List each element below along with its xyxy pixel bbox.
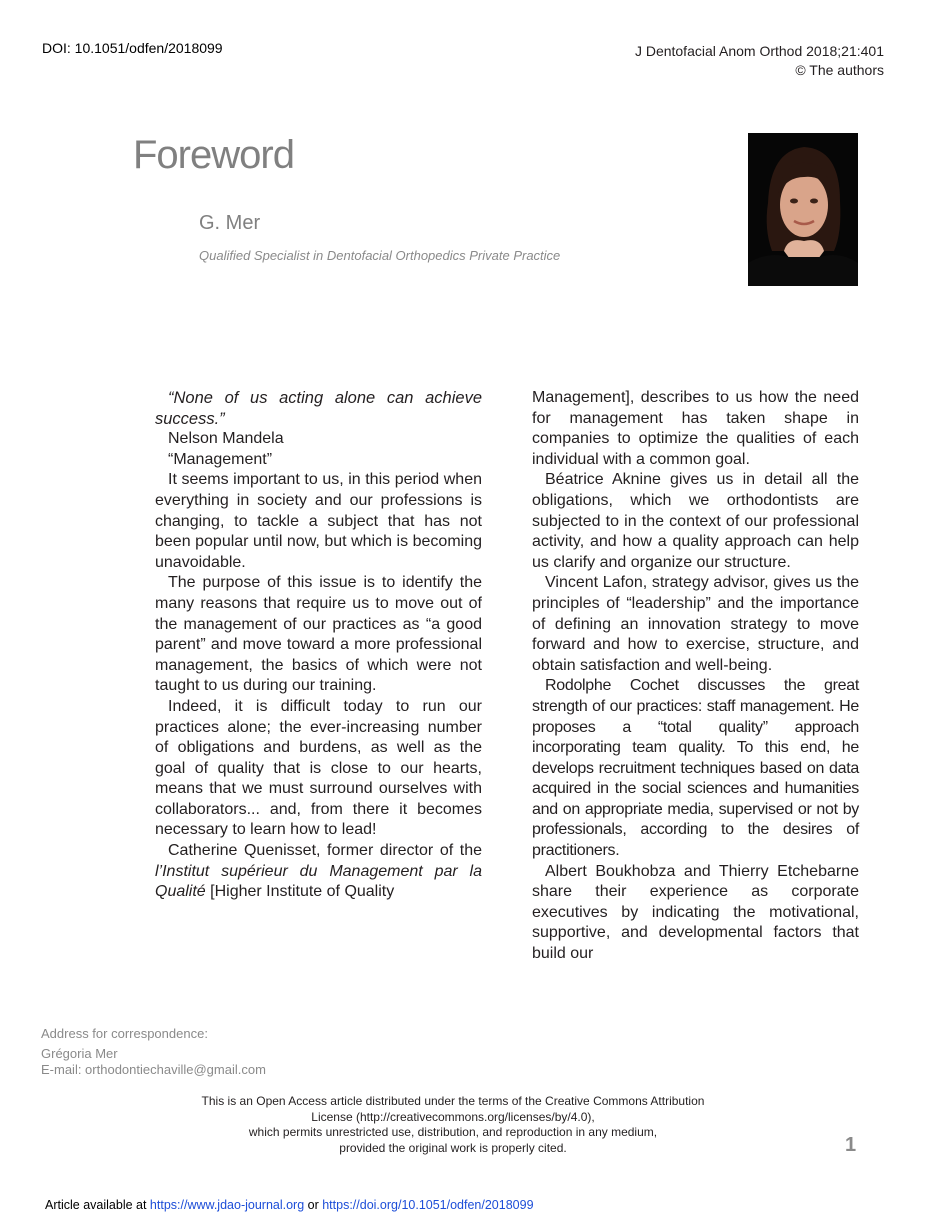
footer-prefix: Article available at bbox=[45, 1198, 150, 1212]
page-number: 1 bbox=[845, 1134, 857, 1156]
article-availability bbox=[45, 1198, 534, 1212]
doi-link[interactable]: https://doi.org/10.1051/odfen/2018099 bbox=[322, 1198, 534, 1212]
paragraph: Béatrice Aknine gives us in detail all the obligations, which we orthodontists are subjected to in the context of our professional activity, and how a quality approach can help us clarify and organize our structure. bbox=[532, 471, 859, 571]
correspondence-label: Address for correspondence: bbox=[41, 1026, 208, 1041]
footer-middle: or bbox=[304, 1198, 323, 1212]
journal-citation-line: J Dentofacial Anom Orthod 2018;21:401 bbox=[634, 43, 884, 59]
paragraph-text: Catherine Quenisset, former director of the bbox=[168, 842, 482, 860]
correspondence-email: E-mail: orthodontiechaville@gmail.com bbox=[41, 1062, 266, 1077]
paragraph bbox=[155, 841, 482, 903]
epigraph-author: Nelson Mandela bbox=[168, 430, 284, 448]
license-line: which permits unrestricted use, distribution, and reproduction in any medium, bbox=[248, 1125, 658, 1139]
license-notice bbox=[150, 1094, 756, 1156]
epigraph-quote: “None of us acting alone can achieve success.” bbox=[155, 389, 482, 428]
paragraph: Albert Boukhobza and Thierry Etchebarne share their experience as corporate executives by indicating the motivational, supportive, and developmental factors that build our bbox=[532, 862, 859, 963]
copyright-line: © The authors bbox=[795, 62, 884, 78]
journal-link[interactable]: https://www.jdao-journal.org bbox=[149, 1198, 305, 1212]
license-line: provided the original work is properly cited. bbox=[339, 1140, 567, 1155]
correspondence-name: Grégoria Mer bbox=[41, 1046, 118, 1061]
journal-citation bbox=[635, 42, 884, 80]
paragraph: Vincent Lafon, strategy advisor, gives us the principles of “leadership” and the importance of defining an innovation strategy to move forward and how to exercise, structure, and obtain satisfaction and well-being. bbox=[532, 574, 859, 674]
license-line: This is an Open Access article distributed under the terms of the Creative Commons Attribution bbox=[201, 1094, 705, 1108]
author-photo bbox=[748, 133, 858, 286]
paragraph: It seems important to us, in this period when everything in society and our professions is changing, to tackle a subject that has not been popular until now, but which is becoming unavoidable. bbox=[155, 471, 482, 571]
doi: DOI: 10.1051/odfen/2018099 bbox=[42, 40, 223, 56]
paragraph: The purpose of this issue is to identify the many reasons that require us to move out of the management of our practices as “a good parent” and move toward a more professional management, the basics of which were not taught to us during our training. bbox=[155, 574, 482, 695]
paragraph-text: [Higher Institute of Quality bbox=[205, 883, 395, 901]
right-column bbox=[532, 388, 859, 965]
author-name: G. Mer bbox=[199, 212, 261, 234]
license-line: License (http://creativecommons.org/licenses/by/4.0), bbox=[311, 1109, 595, 1124]
correspondence-block bbox=[41, 1026, 266, 1078]
author-affiliation: Qualified Specialist in Dentofacial Orthopedics Private Practice bbox=[199, 248, 561, 263]
paragraph: Management], describes to us how the need for management has taken shape in companies to optimize the qualities of each individual with a common goal. bbox=[532, 389, 859, 468]
article-title: Foreword bbox=[133, 133, 294, 177]
paragraph: Rodolphe Cochet discusses the great strength of our practices: staff management. He proposes a “total quality” approach incorporating team quality. To this end, he develops recruitment techniques based on data acquired in the social sciences and humanities and on appropriate media, supervised or not by professionals, according to the desires of practitioners. bbox=[532, 677, 859, 860]
paragraph: “Management” bbox=[168, 450, 273, 468]
author-portrait-image bbox=[748, 133, 858, 286]
left-column bbox=[155, 388, 482, 903]
paragraph: Indeed, it is difficult today to run our practices alone; the ever-increasing number of obligations and burdens, as well as the goal of quality that is close to our hearts, means that we must surround ourselves with collaborators... and, from there it becomes necessary to learn how to lead! bbox=[155, 697, 482, 839]
institute-name: l’Institut supérieur du Management par la Qualité bbox=[155, 862, 482, 901]
